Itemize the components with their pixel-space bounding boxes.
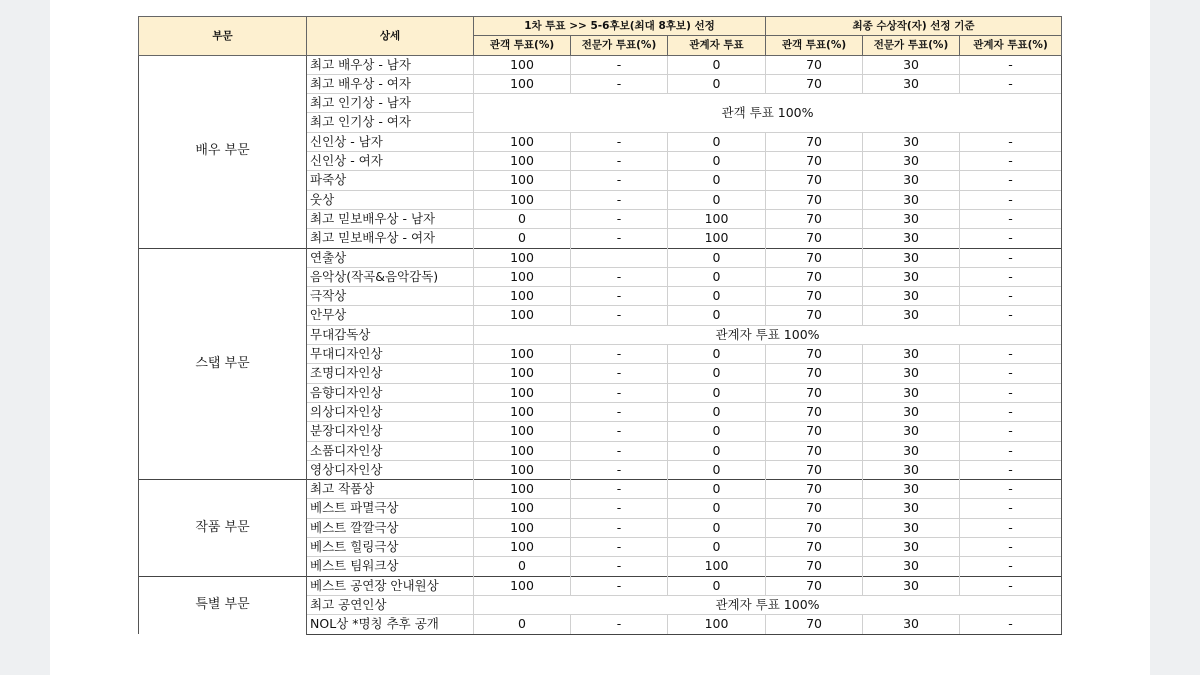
final-expert-cell: 30 bbox=[863, 248, 960, 267]
final-industry-cell: - bbox=[960, 402, 1062, 421]
detail-cell: 연출상 bbox=[307, 248, 474, 267]
final-audience-cell: 70 bbox=[766, 132, 863, 151]
r1-audience-cell: 100 bbox=[474, 441, 571, 460]
final-audience-cell: 70 bbox=[766, 402, 863, 421]
r1-expert-cell: - bbox=[571, 74, 668, 93]
r1-audience-cell: 0 bbox=[474, 557, 571, 576]
detail-cell: 신인상 - 여자 bbox=[307, 152, 474, 171]
final-industry-cell: - bbox=[960, 615, 1062, 634]
r1-expert-cell: - bbox=[571, 422, 668, 441]
final-expert-cell: 30 bbox=[863, 55, 960, 74]
table-body bbox=[139, 55, 1062, 634]
final-audience-cell: 70 bbox=[766, 74, 863, 93]
final-expert-cell: 30 bbox=[863, 287, 960, 306]
final-industry-cell: - bbox=[960, 480, 1062, 499]
r1-industry-cell: 0 bbox=[668, 441, 766, 460]
r1-industry-cell: 0 bbox=[668, 383, 766, 402]
final-industry-cell: - bbox=[960, 441, 1062, 460]
detail-cell: 최고 공연인상 bbox=[307, 595, 474, 614]
r1-expert-cell: - bbox=[571, 615, 668, 634]
detail-cell: 웃상 bbox=[307, 190, 474, 209]
final-expert-cell: 30 bbox=[863, 306, 960, 325]
r1-audience-cell: 100 bbox=[474, 55, 571, 74]
final-industry-cell: - bbox=[960, 499, 1062, 518]
r1-industry-cell: 100 bbox=[668, 557, 766, 576]
r1-audience-cell: 100 bbox=[474, 460, 571, 479]
r1-audience-cell: 100 bbox=[474, 499, 571, 518]
r1-industry-cell: 0 bbox=[668, 287, 766, 306]
final-audience-cell: 70 bbox=[766, 557, 863, 576]
final-audience-cell: 70 bbox=[766, 190, 863, 209]
final-expert-cell: 30 bbox=[863, 267, 960, 286]
header-r1-expert: 전문가 투표(%) bbox=[571, 36, 668, 55]
final-audience-cell: 70 bbox=[766, 615, 863, 634]
r1-audience-cell: 100 bbox=[474, 480, 571, 499]
final-expert-cell: 30 bbox=[863, 364, 960, 383]
category-cell: 작품 부문 bbox=[139, 480, 307, 576]
final-expert-cell: 30 bbox=[863, 402, 960, 421]
final-industry-cell: - bbox=[960, 209, 1062, 228]
final-industry-cell: - bbox=[960, 287, 1062, 306]
merged-rule-cell: 관객 투표 100% bbox=[474, 94, 1062, 133]
final-audience-cell: 70 bbox=[766, 248, 863, 267]
detail-cell: 베스트 공연장 안내원상 bbox=[307, 576, 474, 595]
r1-expert-cell bbox=[571, 248, 668, 267]
detail-cell: 신인상 - 남자 bbox=[307, 132, 474, 151]
r1-expert-cell: - bbox=[571, 345, 668, 364]
final-audience-cell: 70 bbox=[766, 538, 863, 557]
final-expert-cell: 30 bbox=[863, 557, 960, 576]
final-industry-cell: - bbox=[960, 55, 1062, 74]
final-audience-cell: 70 bbox=[766, 441, 863, 460]
detail-cell: 베스트 힐링극상 bbox=[307, 538, 474, 557]
r1-audience-cell: 100 bbox=[474, 422, 571, 441]
final-expert-cell: 30 bbox=[863, 209, 960, 228]
r1-industry-cell: 0 bbox=[668, 190, 766, 209]
category-cell: 특별 부문 bbox=[139, 576, 307, 634]
detail-cell: 조명디자인상 bbox=[307, 364, 474, 383]
detail-cell: 음향디자인상 bbox=[307, 383, 474, 402]
r1-expert-cell: - bbox=[571, 441, 668, 460]
r1-expert-cell: - bbox=[571, 480, 668, 499]
r1-expert-cell: - bbox=[571, 306, 668, 325]
r1-expert-cell: - bbox=[571, 518, 668, 537]
final-expert-cell: 30 bbox=[863, 345, 960, 364]
final-industry-cell: - bbox=[960, 132, 1062, 151]
detail-cell: 파죽상 bbox=[307, 171, 474, 190]
detail-cell: 소품디자인상 bbox=[307, 441, 474, 460]
r1-industry-cell: 0 bbox=[668, 74, 766, 93]
r1-industry-cell: 0 bbox=[668, 422, 766, 441]
final-audience-cell: 70 bbox=[766, 306, 863, 325]
final-industry-cell: - bbox=[960, 518, 1062, 537]
r1-audience-cell: 100 bbox=[474, 306, 571, 325]
r1-industry-cell: 0 bbox=[668, 306, 766, 325]
r1-audience-cell: 100 bbox=[474, 383, 571, 402]
r1-audience-cell: 100 bbox=[474, 152, 571, 171]
r1-industry-cell: 0 bbox=[668, 576, 766, 595]
final-industry-cell: - bbox=[960, 306, 1062, 325]
detail-cell: 무대감독상 bbox=[307, 325, 474, 344]
final-industry-cell: - bbox=[960, 190, 1062, 209]
header-category: 부문 bbox=[139, 17, 307, 56]
r1-expert-cell: - bbox=[571, 55, 668, 74]
r1-expert-cell: - bbox=[571, 460, 668, 479]
r1-expert-cell: - bbox=[571, 132, 668, 151]
r1-industry-cell: 0 bbox=[668, 499, 766, 518]
detail-cell: 최고 인기상 - 남자 bbox=[307, 94, 474, 113]
header-final-industry: 관계자 투표(%) bbox=[960, 36, 1062, 55]
r1-expert-cell: - bbox=[571, 383, 668, 402]
detail-cell: 최고 배우상 - 여자 bbox=[307, 74, 474, 93]
final-expert-cell: 30 bbox=[863, 132, 960, 151]
table-header bbox=[139, 17, 1062, 56]
final-industry-cell: - bbox=[960, 248, 1062, 267]
header-final: 최종 수상작(자) 선정 기준 bbox=[766, 17, 1062, 36]
final-industry-cell: - bbox=[960, 364, 1062, 383]
final-expert-cell: 30 bbox=[863, 171, 960, 190]
final-audience-cell: 70 bbox=[766, 209, 863, 228]
r1-audience-cell: 100 bbox=[474, 287, 571, 306]
r1-audience-cell: 100 bbox=[474, 171, 571, 190]
r1-audience-cell: 100 bbox=[474, 190, 571, 209]
category-cell: 스탭 부문 bbox=[139, 248, 307, 480]
r1-expert-cell: - bbox=[571, 171, 668, 190]
r1-industry-cell: 0 bbox=[668, 171, 766, 190]
detail-cell: 최고 믿보배우상 - 여자 bbox=[307, 229, 474, 248]
r1-industry-cell: 0 bbox=[668, 538, 766, 557]
r1-industry-cell: 100 bbox=[668, 615, 766, 634]
r1-audience-cell: 0 bbox=[474, 229, 571, 248]
document-page bbox=[50, 0, 1150, 675]
r1-industry-cell: 100 bbox=[668, 209, 766, 228]
final-audience-cell: 70 bbox=[766, 499, 863, 518]
final-industry-cell: - bbox=[960, 74, 1062, 93]
final-expert-cell: 30 bbox=[863, 460, 960, 479]
detail-cell: 최고 믿보배우상 - 남자 bbox=[307, 209, 474, 228]
final-industry-cell: - bbox=[960, 383, 1062, 402]
r1-audience-cell: 100 bbox=[474, 248, 571, 267]
header-final-audience: 관객 투표(%) bbox=[766, 36, 863, 55]
final-audience-cell: 70 bbox=[766, 229, 863, 248]
final-expert-cell: 30 bbox=[863, 538, 960, 557]
final-expert-cell: 30 bbox=[863, 480, 960, 499]
merged-rule-cell: 관계자 투표 100% bbox=[474, 595, 1062, 614]
r1-industry-cell: 0 bbox=[668, 345, 766, 364]
final-expert-cell: 30 bbox=[863, 74, 960, 93]
r1-industry-cell: 0 bbox=[668, 267, 766, 286]
final-industry-cell: - bbox=[960, 171, 1062, 190]
r1-industry-cell: 0 bbox=[668, 364, 766, 383]
r1-expert-cell: - bbox=[571, 229, 668, 248]
r1-industry-cell: 0 bbox=[668, 55, 766, 74]
r1-audience-cell: 100 bbox=[474, 132, 571, 151]
final-expert-cell: 30 bbox=[863, 229, 960, 248]
detail-cell: 영상디자인상 bbox=[307, 460, 474, 479]
final-audience-cell: 70 bbox=[766, 422, 863, 441]
final-audience-cell: 70 bbox=[766, 152, 863, 171]
r1-industry-cell: 100 bbox=[668, 229, 766, 248]
r1-expert-cell: - bbox=[571, 267, 668, 286]
r1-expert-cell: - bbox=[571, 287, 668, 306]
final-audience-cell: 70 bbox=[766, 576, 863, 595]
r1-expert-cell: - bbox=[571, 190, 668, 209]
final-industry-cell: - bbox=[960, 422, 1062, 441]
merged-rule-cell: 관계자 투표 100% bbox=[474, 325, 1062, 344]
r1-expert-cell: - bbox=[571, 538, 668, 557]
header-r1-industry: 관계자 투표 bbox=[668, 36, 766, 55]
r1-audience-cell: 100 bbox=[474, 538, 571, 557]
header-round1: 1차 투표 >> 5-6후보(최대 8후보) 선정 bbox=[474, 17, 766, 36]
final-industry-cell: - bbox=[960, 229, 1062, 248]
detail-cell: 분장디자인상 bbox=[307, 422, 474, 441]
final-expert-cell: 30 bbox=[863, 152, 960, 171]
final-audience-cell: 70 bbox=[766, 364, 863, 383]
r1-audience-cell: 100 bbox=[474, 74, 571, 93]
detail-cell: 최고 배우상 - 남자 bbox=[307, 55, 474, 74]
final-expert-cell: 30 bbox=[863, 441, 960, 460]
r1-industry-cell: 0 bbox=[668, 480, 766, 499]
r1-audience-cell: 100 bbox=[474, 402, 571, 421]
r1-industry-cell: 0 bbox=[668, 460, 766, 479]
final-audience-cell: 70 bbox=[766, 480, 863, 499]
final-expert-cell: 30 bbox=[863, 518, 960, 537]
r1-industry-cell: 0 bbox=[668, 518, 766, 537]
final-expert-cell: 30 bbox=[863, 615, 960, 634]
r1-industry-cell: 0 bbox=[668, 248, 766, 267]
final-audience-cell: 70 bbox=[766, 518, 863, 537]
final-audience-cell: 70 bbox=[766, 267, 863, 286]
final-expert-cell: 30 bbox=[863, 190, 960, 209]
detail-cell: 베스트 파멸극상 bbox=[307, 499, 474, 518]
r1-industry-cell: 0 bbox=[668, 152, 766, 171]
table-row bbox=[139, 55, 1062, 74]
table-row bbox=[139, 248, 1062, 267]
table-row bbox=[139, 576, 1062, 595]
final-expert-cell: 30 bbox=[863, 499, 960, 518]
r1-audience-cell: 100 bbox=[474, 345, 571, 364]
final-audience-cell: 70 bbox=[766, 460, 863, 479]
final-audience-cell: 70 bbox=[766, 345, 863, 364]
r1-industry-cell: 0 bbox=[668, 132, 766, 151]
r1-audience-cell: 100 bbox=[474, 364, 571, 383]
r1-audience-cell: 0 bbox=[474, 209, 571, 228]
detail-cell: 극작상 bbox=[307, 287, 474, 306]
final-industry-cell: - bbox=[960, 557, 1062, 576]
final-industry-cell: - bbox=[960, 576, 1062, 595]
final-industry-cell: - bbox=[960, 538, 1062, 557]
final-expert-cell: 30 bbox=[863, 383, 960, 402]
final-expert-cell: 30 bbox=[863, 422, 960, 441]
detail-cell: 베스트 깔깔극상 bbox=[307, 518, 474, 537]
r1-audience-cell: 100 bbox=[474, 267, 571, 286]
detail-cell: 최고 작품상 bbox=[307, 480, 474, 499]
r1-expert-cell: - bbox=[571, 402, 668, 421]
table-row bbox=[139, 480, 1062, 499]
r1-industry-cell: 0 bbox=[668, 402, 766, 421]
detail-cell: 최고 인기상 - 여자 bbox=[307, 113, 474, 132]
r1-expert-cell: - bbox=[571, 152, 668, 171]
r1-audience-cell: 0 bbox=[474, 615, 571, 634]
final-audience-cell: 70 bbox=[766, 55, 863, 74]
final-industry-cell: - bbox=[960, 345, 1062, 364]
final-audience-cell: 70 bbox=[766, 383, 863, 402]
detail-cell: 음악상(작곡&음악감독) bbox=[307, 267, 474, 286]
detail-cell: 의상디자인상 bbox=[307, 402, 474, 421]
final-audience-cell: 70 bbox=[766, 287, 863, 306]
header-final-expert: 전문가 투표(%) bbox=[863, 36, 960, 55]
r1-audience-cell: 100 bbox=[474, 518, 571, 537]
final-industry-cell: - bbox=[960, 267, 1062, 286]
detail-cell: 안무상 bbox=[307, 306, 474, 325]
detail-cell: NOL상 *명칭 추후 공개 bbox=[307, 615, 474, 634]
r1-expert-cell: - bbox=[571, 499, 668, 518]
final-industry-cell: - bbox=[960, 152, 1062, 171]
detail-cell: 무대디자인상 bbox=[307, 345, 474, 364]
header-r1-audience: 관객 투표(%) bbox=[474, 36, 571, 55]
r1-expert-cell: - bbox=[571, 364, 668, 383]
detail-cell: 베스트 팀워크상 bbox=[307, 557, 474, 576]
r1-expert-cell: - bbox=[571, 209, 668, 228]
r1-expert-cell: - bbox=[571, 557, 668, 576]
r1-expert-cell: - bbox=[571, 576, 668, 595]
header-detail: 상세 bbox=[307, 17, 474, 56]
final-expert-cell: 30 bbox=[863, 576, 960, 595]
award-criteria-table bbox=[138, 16, 1062, 635]
final-industry-cell: - bbox=[960, 460, 1062, 479]
final-audience-cell: 70 bbox=[766, 171, 863, 190]
r1-audience-cell: 100 bbox=[474, 576, 571, 595]
category-cell: 배우 부문 bbox=[139, 55, 307, 248]
